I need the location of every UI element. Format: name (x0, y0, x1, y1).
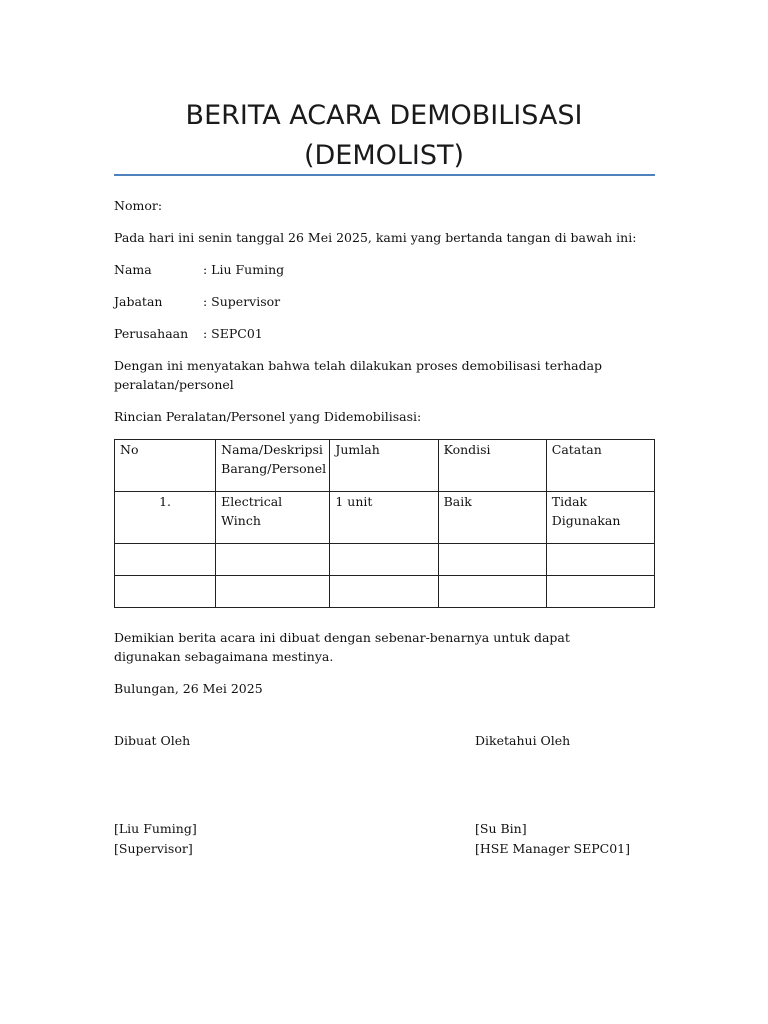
cell-jumlah: 1 unit (330, 492, 438, 544)
signature-right-name: [Su Bin] (475, 821, 527, 836)
header-cell-nama: Nama/Deskripsi Barang/Personel (216, 440, 330, 492)
nomor-label: Nomor: (114, 198, 163, 213)
closing-paragraph: Demikian berita acara ini dibuat dengan sebenar-benarnya untuk dapat digunakan sebagaimana mestinya. (114, 630, 570, 664)
table-row (115, 492, 655, 544)
header-cell-no: No (115, 440, 216, 492)
signature-left-role: [Supervisor] (114, 841, 193, 856)
signature-right-role: [HSE Manager SEPC01] (475, 841, 630, 856)
cell-kondisi: Baik (438, 492, 546, 544)
empty-cell (216, 576, 330, 608)
empty-cell (330, 544, 438, 576)
title-line-1: BERITA ACARA DEMOBILISASI (185, 100, 583, 131)
table-row-empty (115, 544, 655, 576)
cell-nama: Electrical Winch (216, 492, 330, 544)
place-date: Bulungan, 26 Mei 2025 (114, 681, 263, 696)
empty-cell (438, 544, 546, 576)
cell-catatan: Tidak Digunakan (546, 492, 654, 544)
jabatan-label: Jabatan (114, 294, 163, 309)
intro-paragraph: Pada hari ini senin tanggal 26 Mei 2025, kami yang bertanda tangan di bawah ini: (114, 230, 637, 245)
table-header-row (115, 440, 655, 492)
statement-paragraph: Dengan ini menyatakan bahwa telah dilakukan proses demobilisasi terhadap peralatan/personel (114, 358, 603, 392)
header-cell-catatan: Catatan (546, 440, 654, 492)
title-underline (114, 174, 655, 176)
header-cell-kondisi: Kondisi (438, 440, 546, 492)
jabatan-value: : Supervisor (203, 294, 281, 309)
empty-cell (438, 576, 546, 608)
items-table (114, 439, 655, 608)
document-title (114, 96, 654, 176)
empty-cell (330, 576, 438, 608)
cell-no: 1. (115, 492, 216, 544)
table-row-empty (115, 576, 655, 608)
signature-right-title: Diketahui Oleh (475, 733, 571, 748)
title-line-2: (DEMOLIST) (303, 140, 465, 171)
empty-cell (115, 544, 216, 576)
nama-label: Nama (114, 262, 152, 277)
empty-cell (216, 544, 330, 576)
rincian-label: Rincian Peralatan/Personel yang Didemobilisasi: (114, 409, 422, 424)
empty-cell (115, 576, 216, 608)
perusahaan-value: : SEPC01 (203, 326, 263, 341)
perusahaan-label: Perusahaan (114, 326, 189, 341)
signature-left-title: Dibuat Oleh (114, 733, 191, 748)
header-cell-jumlah: Jumlah (330, 440, 438, 492)
empty-cell (546, 576, 654, 608)
empty-cell (546, 544, 654, 576)
nama-value: : Liu Fuming (203, 262, 285, 277)
signature-left-name: [Liu Fuming] (114, 821, 197, 836)
